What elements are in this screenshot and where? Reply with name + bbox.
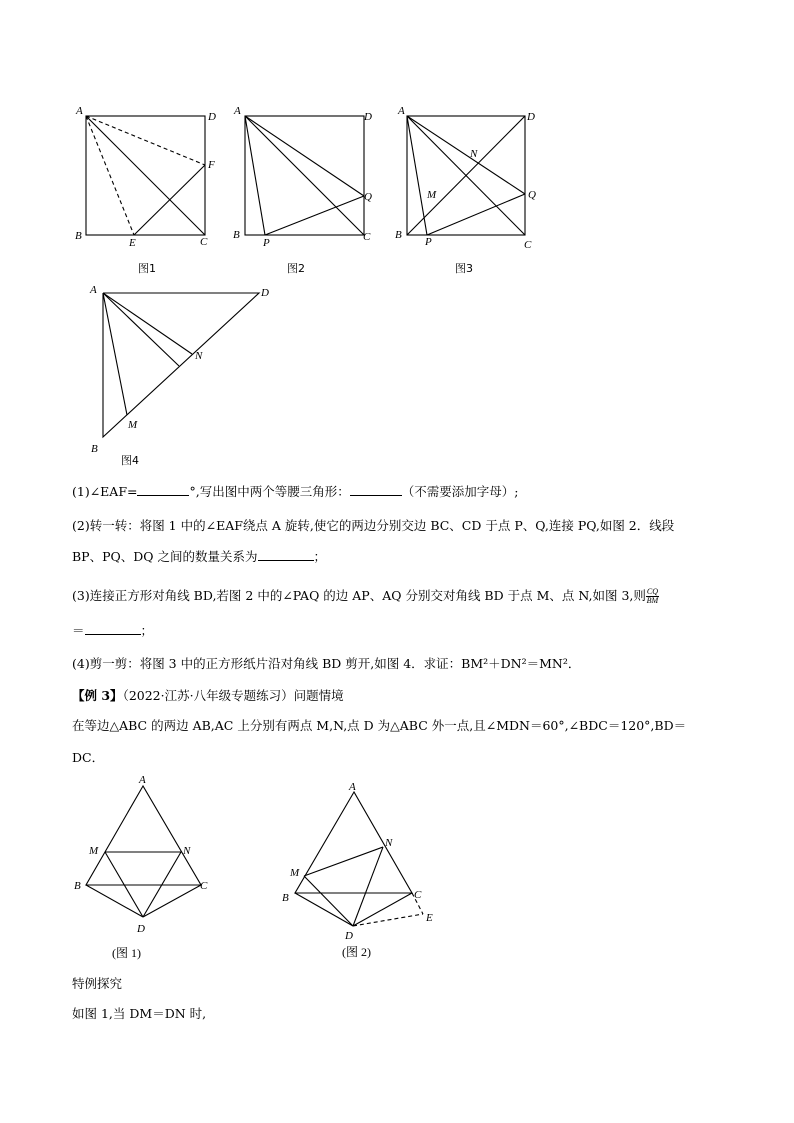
caption-fig3: 图3 [455, 262, 473, 275]
answer-blank[interactable] [258, 548, 314, 561]
diagonal-ac [86, 116, 205, 235]
label-b: B [233, 229, 240, 241]
example-figure-1 [70, 772, 230, 967]
case-1-text: 如图 1,当 DM＝DN 时, [72, 1006, 207, 1021]
answer-blank[interactable] [137, 483, 189, 496]
segment-ac-diag [103, 293, 179, 366]
triangle-abd [103, 293, 259, 437]
answer-blank[interactable] [350, 483, 402, 496]
label-n: N [470, 148, 478, 160]
label-q: Q [528, 189, 536, 201]
figure-4 [84, 282, 284, 467]
caption-example-fig2: (图 2) [342, 945, 371, 959]
question-3-line-1: (3)连接正方形对角线 BD,若图 2 中的∠PAQ 的边 AP、AQ 分别交对角线 BD 于点 M、点 N,如图 3,则 $\frac{CQ}{BM}$ [72, 587, 659, 605]
figure-4-diagram [84, 282, 284, 467]
question-3-line-2: ＝ ； [72, 623, 154, 638]
label-b: B [91, 443, 98, 455]
question-1: (1)∠EAF= °,写出图中两个等腰三角形： （不需要添加字母）; [72, 484, 519, 499]
triangle-abc [86, 786, 201, 885]
segment-aq [407, 116, 525, 194]
segment-ap [245, 116, 265, 235]
label-d: D [364, 111, 372, 123]
segment-aq [245, 116, 364, 196]
label-b: B [75, 230, 82, 242]
label-p: P [425, 236, 432, 248]
label-q: Q [364, 191, 372, 203]
label-d: D [137, 923, 145, 935]
label-d: D [345, 930, 353, 942]
triangle-abc [295, 792, 412, 893]
segment-bd [295, 893, 353, 926]
segment-nd [353, 847, 383, 926]
section-heading: 特例探究 [72, 976, 123, 991]
segment-af [86, 116, 205, 165]
question-4: (4)剪一剪：将图 3 中的正方形纸片沿对角线 BD 剪开,如图 4．求证：BM²＋DN²＝MN²． [72, 656, 581, 671]
label-a: A [349, 781, 356, 793]
label-c: C [200, 236, 208, 248]
label-m: M [128, 419, 138, 431]
example-figure-1-diagram [70, 772, 230, 967]
label-c: C [363, 231, 371, 243]
label-e: E [426, 912, 433, 924]
figure-2-diagram [230, 100, 380, 280]
figure-2 [230, 100, 380, 280]
segment-cd [143, 885, 201, 917]
label-n: N [385, 837, 393, 849]
figure-1 [72, 100, 222, 280]
segment-am [103, 293, 127, 415]
segment-ae [86, 116, 134, 235]
segment-bd [86, 885, 143, 917]
answer-blank[interactable] [85, 622, 141, 635]
label-b: B [395, 229, 402, 241]
label-d: D [527, 111, 535, 123]
label-b: B [282, 892, 289, 904]
label-f: F [208, 159, 215, 171]
segment-mn [304, 847, 383, 876]
label-c: C [200, 880, 208, 892]
figure-1-diagram [72, 100, 222, 280]
question-2-line-1: (2)转一转：将图 1 中的∠EAF绕点 A 旋转,使它的两边分别交边 BC、CD 于点 P、Q,连接 PQ,如图 2．线段 [72, 518, 675, 533]
question-2-line-2: BP、PQ、DQ 之间的数量关系为 ； [72, 549, 327, 564]
label-a: A [90, 284, 97, 296]
label-a: A [139, 774, 146, 786]
label-m: M [290, 867, 300, 879]
label-b: B [74, 880, 81, 892]
example-3-line-2: DC． [72, 750, 105, 765]
figure-3-diagram [394, 100, 554, 280]
example-3-heading: 【例 3】（2022·江苏·八年级专题练习）问题情境 [72, 688, 344, 703]
label-a: A [398, 105, 405, 117]
label-p: P [263, 237, 270, 249]
label-e: E [129, 237, 136, 249]
label-m: M [427, 189, 437, 201]
label-a: A [234, 105, 241, 117]
caption-fig1: 图1 [138, 262, 156, 275]
label-a: A [76, 105, 83, 117]
caption-fig2: 图2 [287, 262, 305, 275]
caption-example-fig1: (图 1) [112, 946, 141, 960]
label-c: C [414, 889, 422, 901]
figure-3 [394, 100, 554, 280]
label-n: N [195, 350, 203, 362]
segment-md [304, 876, 353, 926]
example-figure-2-diagram [275, 778, 455, 968]
segment-pq [265, 196, 364, 235]
caption-fig4: 图4 [121, 454, 139, 467]
label-n: N [183, 845, 191, 857]
label-d: D [261, 287, 269, 299]
segment-an [103, 293, 192, 354]
diagonal-ac [245, 116, 364, 235]
fraction-cq-bm: $\frac{CQ}{BM}$ [646, 587, 659, 605]
label-m: M [89, 845, 99, 857]
example-figure-2 [275, 778, 455, 968]
label-c: C [524, 239, 532, 251]
label-d: D [208, 111, 216, 123]
example-3-line-1: 在等边△ABC 的两边 AB,AC 上分别有两点 M,N,点 D 为△ABC 外一点,且∠MDN＝60°,∠BDC＝120°,BD＝ [72, 718, 687, 733]
